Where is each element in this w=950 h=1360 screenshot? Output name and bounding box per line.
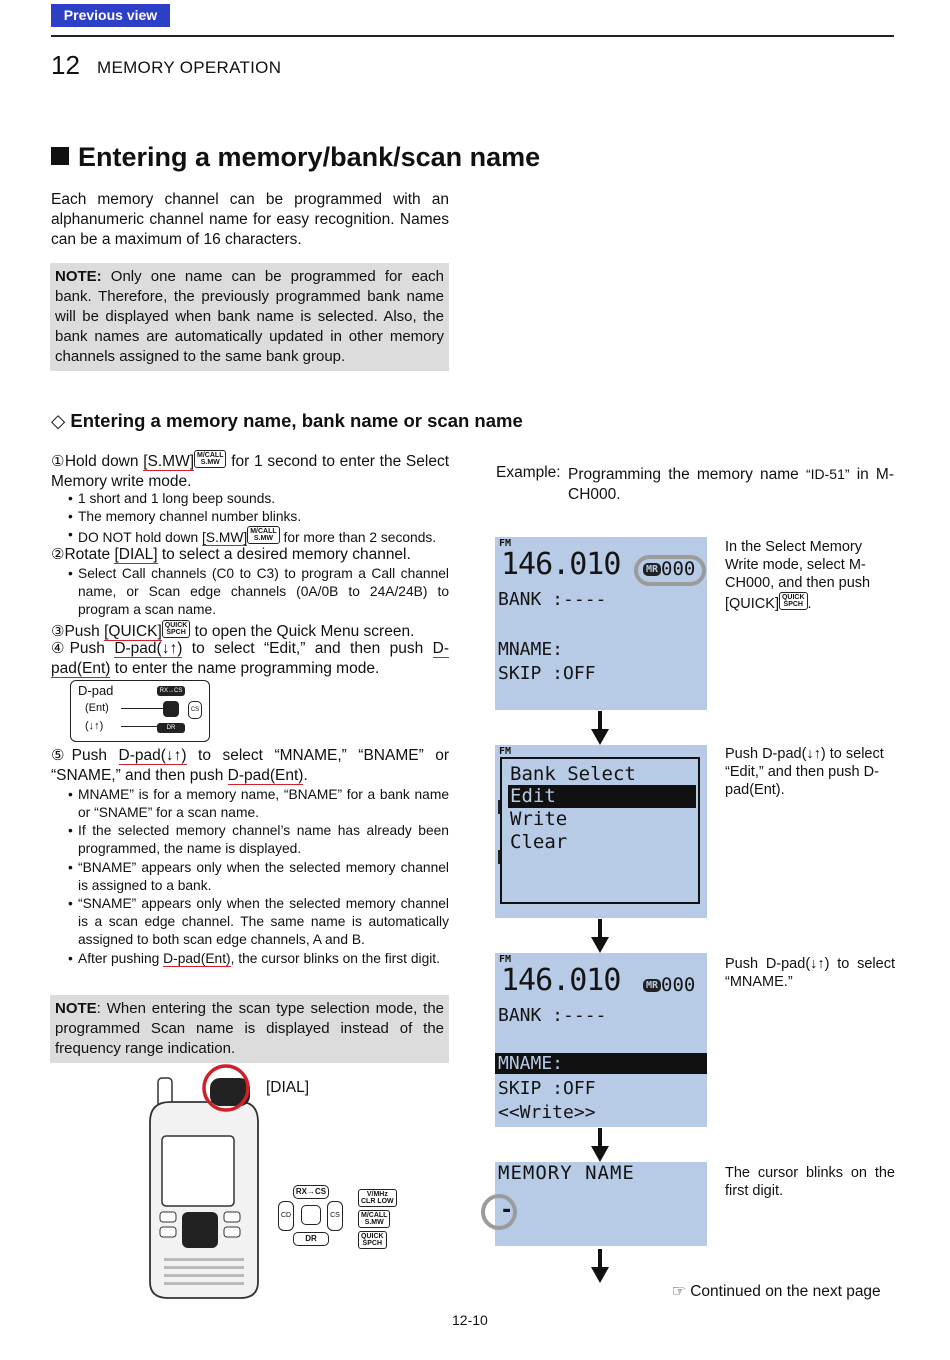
- lcd-screen-1: FM 146.010 MR 000 BANK :---- MNAME: SKIP :OFF: [495, 537, 707, 710]
- bullet-9: • After pushing D-pad(Ent), the cursor blinks on the first digit.: [68, 951, 440, 966]
- previous-view-button[interactable]: Previous view: [51, 4, 170, 27]
- note-box-2: NOTE: When entering the scan type selection mode, the programmed Scan name is displayed instead of the frequency range indication.: [50, 995, 449, 1063]
- quick-spch-key-icon: QUICK SPCH: [162, 620, 191, 638]
- pointing-hand-icon: ☞: [672, 1283, 686, 1300]
- step-2: ②Rotate [DIAL] to select a desired memory channel.: [51, 546, 411, 563]
- page-number: 12-10: [452, 1312, 488, 1328]
- side-text-1: In the Select Memory Write mode, select M-CH000, and then push [QUICK] QUICK SPCH .: [725, 539, 871, 612]
- mr-badge: MR: [643, 563, 661, 576]
- header-rule: [51, 35, 894, 37]
- side-text-2: Push D-pad(↓↑) to select “Edit,” and then push D-pad(Ent).: [725, 746, 884, 798]
- diamond-icon: ◇: [51, 410, 71, 431]
- continued-note: ☞ Continued on the next page: [672, 1283, 881, 1300]
- menu-item-write[interactable]: Write: [510, 808, 568, 830]
- smw-key-ref: [S.MW]: [143, 453, 195, 470]
- channel-highlight-oval: [634, 555, 706, 586]
- cs-key-icon: CS: [188, 701, 202, 719]
- down-arrow-icon: [591, 937, 609, 953]
- bullet-3: • DO NOT hold down [S.MW] M/CALL S.MW for more than 2 seconds.: [68, 527, 437, 545]
- chapter-number: 12: [51, 50, 80, 80]
- quick-spch-key-icon: QUICK SPCH: [358, 1231, 387, 1249]
- square-bullet-icon: [51, 147, 69, 165]
- bullet-4: • Select Call channels (C0 to C3) to program a Call channel name, or Scan edge channels (0A/0B to 24A/24B) to program a scan name.: [68, 566, 449, 617]
- radio-illustration: [140, 1062, 420, 1302]
- menu-item-edit[interactable]: Edit: [508, 785, 696, 808]
- bullet-6: • If the selected memory channel’s name has already been programmed, the name is displayed.: [68, 823, 449, 856]
- mcall-smw-key-icon: M/CALL S.MW: [247, 526, 279, 544]
- step-4: ④Push D-pad(↓↑) to select “Edit,” and then push D-pad(Ent) to enter the name programming mode.: [51, 640, 450, 677]
- side-text-4: The cursor blinks on the first digit.: [725, 1165, 895, 1199]
- mcall-smw-key-icon: M/CALL S.MW: [358, 1210, 390, 1228]
- dial-label: [DIAL]: [266, 1079, 310, 1096]
- step-1: ①Hold down [S.MW] M/CALL S.MW for 1 second to enter the Select Memory write mode.: [51, 452, 450, 490]
- subsection-title: ◇ Entering a memory name, bank name or scan name: [51, 410, 523, 431]
- cursor-highlight-circle: [481, 1194, 517, 1230]
- dr-key-icon: DR: [157, 723, 185, 733]
- step-3: ③Push [QUICK] QUICK SPCH to open the Quick Menu screen.: [51, 622, 415, 640]
- keypad-inset: RX→CS CD CS DR: [278, 1185, 342, 1247]
- example-text: Programming the memory name “ID-51” in M-CH000.: [568, 466, 894, 503]
- vmhz-key-icon: V/MHz CLR LOW: [358, 1189, 397, 1207]
- dpad-diagram: D-pad (Ent) (↓↑) RX→CS DR CS: [70, 680, 210, 742]
- rxcs-key-icon: RX→CS: [157, 686, 185, 696]
- step-5: ⑤Push D-pad(↓↑) to select “MNAME,” “BNAME” or “SNAME,” and then push D-pad(Ent).: [51, 747, 450, 784]
- bullet-2: • The memory channel number blinks.: [68, 509, 302, 524]
- chapter-title: MEMORY OPERATION: [97, 58, 282, 77]
- dpad-center-icon: [163, 701, 179, 717]
- section-title: Entering a memory/bank/scan name: [51, 142, 540, 173]
- lcd-screen-2: FM: [495, 745, 707, 918]
- quick-menu: [500, 757, 700, 904]
- intro-paragraph: Each memory channel can be programmed with an alphanumeric channel name for easy recognition. Names can be a maximum of 16 characters.: [51, 191, 449, 248]
- down-arrow-icon: [591, 729, 609, 745]
- mr-badge: MR: [643, 979, 661, 992]
- bullet-5: • MNAME” is for a memory name, “BNAME” for a bank name or “SNAME” for a scan name.: [68, 787, 449, 820]
- bullet-8: • “SNAME” appears only when the selected memory channel is a scan edge channel. The same name is automatically assigned to both scan edge channels, A and B.: [68, 896, 449, 947]
- down-arrow-icon: [591, 1267, 609, 1283]
- dpad-center-icon: [301, 1205, 321, 1225]
- menu-item-clear[interactable]: Clear: [510, 831, 568, 853]
- example-label: Example:: [496, 464, 561, 481]
- lcd-screen-3: FM 146.010 MR 000 BANK :---- MNAME: SKIP :OFF <<Write>>: [495, 953, 707, 1127]
- bullet-7: • “BNAME” appears only when the selected memory channel is assigned to a bank.: [68, 860, 449, 893]
- lcd-screen-4: MEMORY NAME -: [495, 1162, 707, 1246]
- mcall-smw-key-icon: M/CALL S.MW: [194, 450, 226, 468]
- side-text-3: Push D-pad(↓↑) to select “MNAME.”: [725, 956, 895, 990]
- menu-item-bank-select[interactable]: Bank Select: [510, 763, 636, 785]
- down-arrow-icon: [591, 1146, 609, 1162]
- bullet-1: • 1 short and 1 long beep sounds.: [68, 491, 276, 506]
- note-box: NOTE: Only one name can be programmed for each bank. Therefore, the previously programmed bank name will be displayed when bank name is selected. Also, the bank names are automatically updated in other memory channels assigned to the same bank group.: [50, 263, 449, 371]
